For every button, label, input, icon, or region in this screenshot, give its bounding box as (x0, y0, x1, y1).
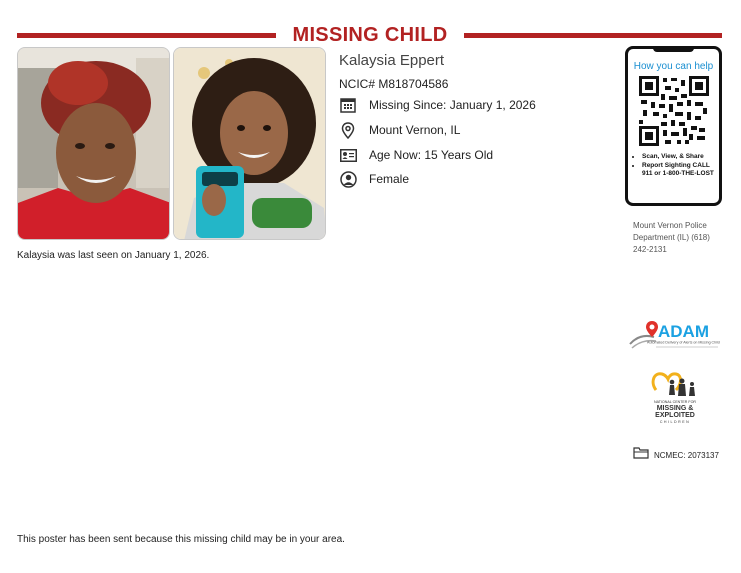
adam-logo-subtitle: Automated Delivery of Alerts on Missing Children (647, 340, 720, 345)
location-row (339, 120, 460, 140)
help-bullets (632, 153, 722, 179)
child-name: Kalaysia Eppert (339, 52, 445, 69)
adam-logo (628, 319, 720, 360)
calendar-icon (339, 96, 357, 114)
ncmec-logo-line3: EXPLOITED (655, 412, 695, 419)
case-number-row (633, 446, 719, 464)
adam-logo-title: ADAM (658, 322, 709, 341)
help-bullet-report: • Report Sighting CALL 911 or 1-800-THE-LOST (642, 162, 722, 178)
header-rule-right (464, 33, 722, 38)
person-icon (339, 170, 357, 188)
case-number: NCMEC: 2073137 (654, 450, 719, 460)
child-photo-1 (17, 47, 170, 240)
id-card-icon (339, 146, 357, 164)
ncmec-logo-line1: NATIONAL CENTER FOR (654, 400, 696, 404)
last-seen-caption: Kalaysia was last seen on January 1, 2026. (17, 250, 210, 261)
sex: Female (369, 172, 410, 186)
sex-row (339, 169, 409, 189)
age-now: Age Now: 15 Years Old (369, 148, 494, 162)
ncmec-logo-line2: MISSING & (656, 405, 694, 412)
ncic-number: NCIC# M818704586 (339, 77, 449, 91)
phone-notch (653, 46, 694, 52)
help-title: How you can help (633, 61, 714, 72)
folder-icon (633, 446, 649, 464)
qr-code[interactable] (639, 76, 709, 151)
footer-note: This poster has been sent because this missing child may be in your area. (17, 534, 345, 545)
child-photo-2 (173, 47, 326, 240)
poster-title: MISSING CHILD (292, 24, 448, 46)
ncmec-logo-line4: CHILDREN (659, 420, 691, 424)
header-rule-left (17, 33, 276, 38)
help-bullet-scan: • Scan, View, & Share (642, 153, 722, 161)
missing-since-row (339, 95, 536, 115)
help-panel (625, 46, 722, 206)
missing-since: Missing Since: January 1, 2026 (369, 98, 536, 112)
map-pin-icon (339, 121, 357, 139)
ncmec-logo (646, 368, 704, 433)
age-row (339, 145, 493, 165)
location: Mount Vernon, IL (369, 123, 461, 137)
agency-contact: Mount Vernon Police Department (IL) (618) 242-2131 (633, 221, 710, 254)
